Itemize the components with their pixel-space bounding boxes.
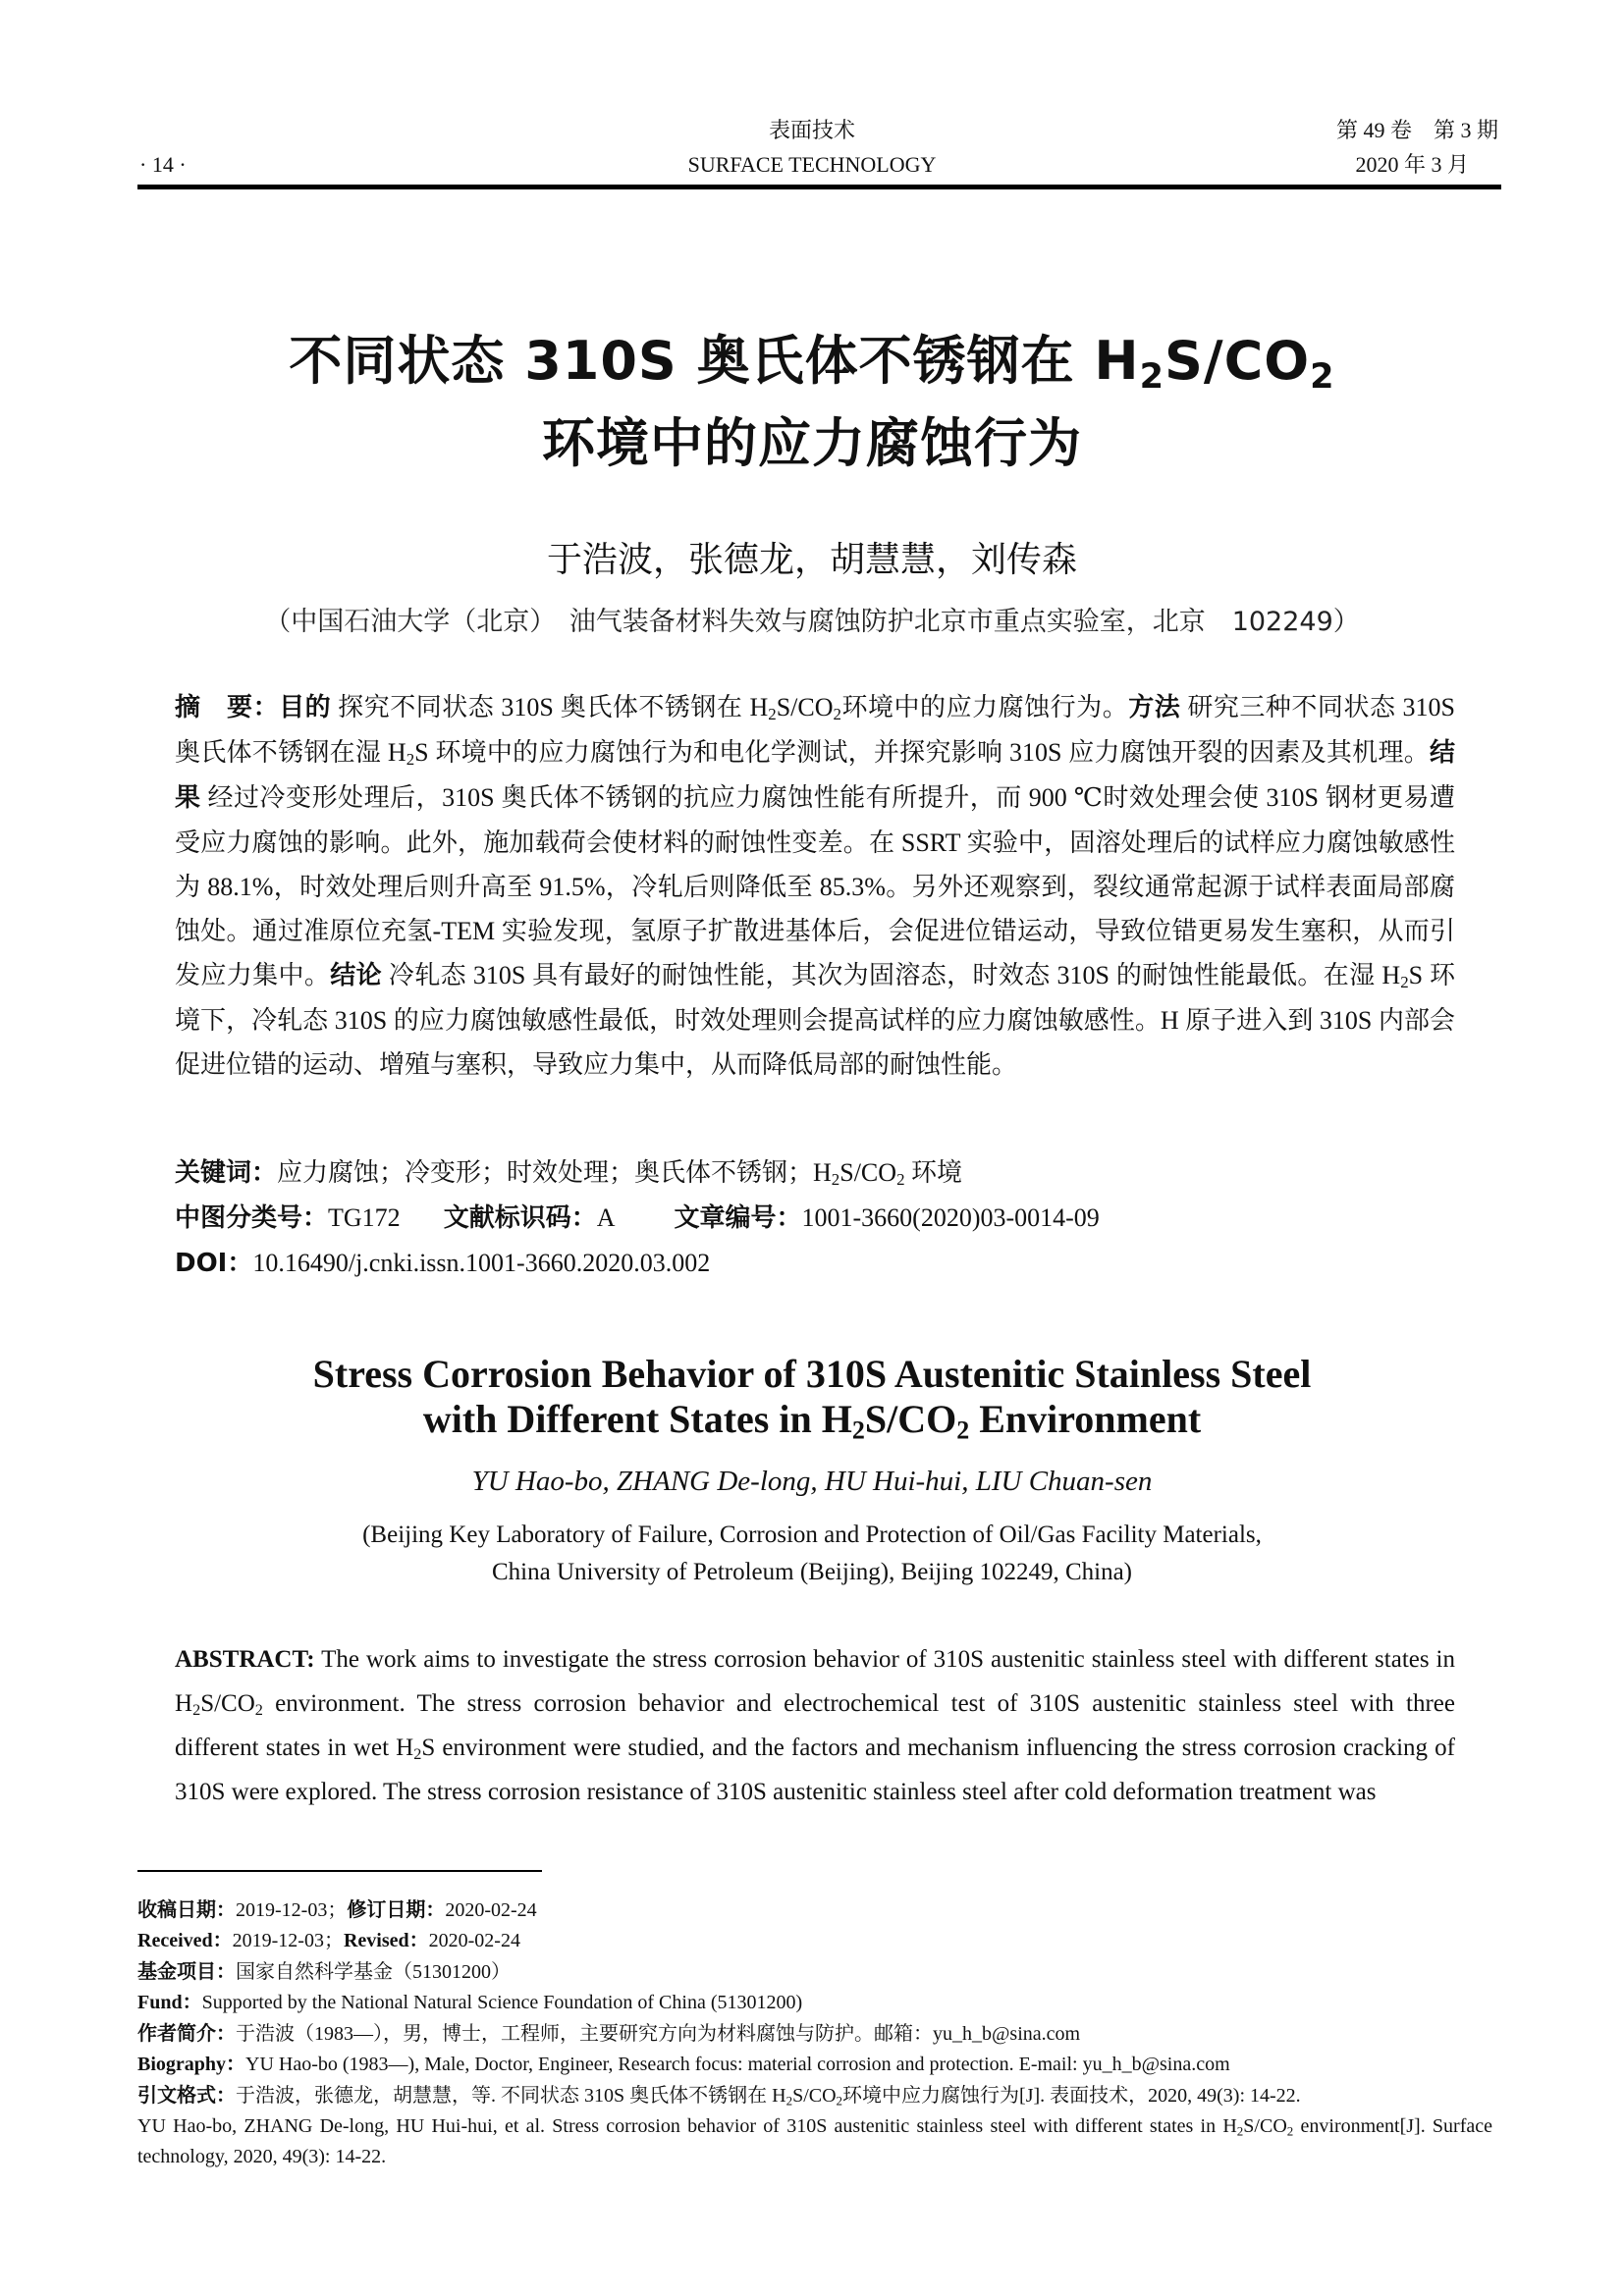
page-number: · 14 · (139, 152, 187, 177)
issue-date: 2020 年 3 月 (1355, 152, 1469, 177)
authors-cn: 于浩波，张德龙，胡慧慧，刘传森 (546, 540, 1077, 580)
authors-en: YU Hao-bo, ZHANG De-long, HU Hui-hui, LIU Chuan-sen (471, 1466, 1153, 1497)
doi: DOI：10.16490/j.cnki.issn.1001-3660.2020.03.002 (175, 1249, 711, 1278)
keywords: 关键词：应力腐蚀；冷变形；时效处理；奥氏体不锈钢；$H_2S/CO_2$ 环境 (175, 1158, 963, 1190)
footnote-rule (137, 1870, 542, 1872)
objective-label: 目的 (279, 693, 332, 722)
bio-cn: 作者简介：于浩波（1983—），男，博士，工程师，主要研究方向为材料腐蚀与防护。邮箱：yu_h_b@sina.com (137, 2021, 1081, 2045)
affiliation-en-line2: China University of Petroleum (Beijing), Beijing 102249, China) (491, 1559, 1132, 1585)
results-label: 结果 (175, 738, 1456, 813)
method-label: 方法 (1128, 693, 1181, 722)
abstract-en-label: ABSTRACT: (175, 1646, 315, 1673)
footnotes (137, 1895, 1492, 2172)
affiliation-cn: （中国石油大学（北京） 油气装备材料失效与腐蚀防护北京市重点实验室，北京 102249） (264, 607, 1360, 637)
abstract-cn-label: 摘 要： (175, 693, 280, 722)
classification: 中图分类号：TG172 文献标识码：A 文章编号：1001-3660(2020)03-0014-09 (175, 1203, 1100, 1233)
title-en-line2: with Different States in $H_2S/CO_2$ Environment (422, 1397, 1202, 1445)
cite-cn: 引文格式：于浩波，张德龙，胡慧慧，等. 不同状态 310S 奥氏体不锈钢在 $H_2S/CO_2$环境中应力腐蚀行为[J]. 表面技术，2020, 49(3): 14-22. (137, 2083, 1301, 2109)
cite-en: YU Hao-bo, ZHANG De-long, HU Hui-hui, et al. Stress corrosion behavior of 310S austenitic stainless steel with different states in $H_2S/CO_2$ environment[J]. Surface technology, 2020, 49(3): 14-22. (137, 2115, 1493, 2167)
abstract-cn: 摘 要：目的 探究不同状态 310S 奥氏体不锈钢在 $H_2S/CO_2$环境中的应力腐蚀行为。方法 研究三种不同状态 310S 奥氏体不锈钢在湿 $H_2S$ 环境中的应力腐蚀行为和电化学测试，并探究影响 310S 应力腐蚀开裂的因素及其机理。结果 经过冷变形处理后，310S 奥氏体不锈钢的抗应力腐蚀性能有所提升，而 900 ℃时效处理会使 310S 钢材更易遭受应力腐蚀的影响。此外，施加载荷会使材料的耐蚀性变差。在 SSRT 实验中，固溶处理后的试样应力腐蚀敏感性为 88.1%，时效处理后则升高至 91.5%，冷轧后则降低至 85.3%。另外还观察到，裂纹通常起源于试样表面局部腐蚀处。通过准原位充氢-TEM 实验发现，氢原子扩散进基体后，会促进位错运动，导致位错更易发生塞积，从而引发应力集中。结论 冷轧态 310S 具有最好的耐蚀性能，其次为固溶态，时效态 310S 的耐蚀性能最低。在湿 $H_2S$ 环境下，冷轧态 310S 的应力腐蚀敏感性最低，时效处理则会提高试样的应力腐蚀敏感性。H 原子进入到 310S 内部会促进位错的运动、增殖与塞积，导致应力集中，从而降低局部的耐蚀性能。 (175, 693, 1456, 1079)
article-meta (175, 1150, 1455, 1286)
conclusion-label: 结论 (330, 961, 382, 990)
journal-name-en: SURFACE TECHNOLOGY (687, 152, 937, 177)
received-cn: 收稿日期：2019-12-03；修订日期：2020-02-24 (137, 1897, 537, 1921)
abstract-en: ABSTRACT: The work aims to investigate the stress corrosion behavior of 310S austenitic stainless steel with different states in $H_2S/CO_2$ environment. The stress corrosion behavior and electrochemical test of 310S austenitic stainless steel with three different states in wet $H_2S$ environment were studied, and the factors and mechanism influencing the stress corrosion cracking of 310S were explored. The stress corrosion resistance of 310S austenitic stainless steel after cold deformation treatment was (175, 1646, 1455, 1805)
title-cn-line1: 不同状态 310S 奥氏体不锈钢在 $H_2S/CO_2$ (289, 330, 1335, 397)
affiliation-en-line1: (Beijing Key Laboratory of Failure, Corrosion and Protection of Oil/Gas Facility Materials, (362, 1522, 1262, 1548)
fund-cn: 基金项目：国家自然科学基金（51301200） (137, 1959, 511, 1983)
bio-en: Biography：YU Hao-bo (1983—), Male, Doctor, Engineer, Research focus: material corrosion and protection. E-mail: yu_h_b@sina.com (137, 2054, 1230, 2075)
journal-name-cn: 表面技术 (768, 118, 855, 142)
volume-issue: 第 49 卷 第 3 期 (1335, 118, 1498, 142)
title-en-line1: Stress Corrosion Behavior of 310S Austenitic Stainless Steel (312, 1352, 1312, 1396)
received-en: Received：2019-12-03；Revised：2020-02-24 (137, 1930, 520, 1951)
header-rule (137, 185, 1501, 189)
fund-en: Fund：Supported by the National Natural Science Foundation of China (51301200) (137, 1992, 803, 2013)
title-cn-line2: 环境中的应力腐蚀行为 (542, 412, 1082, 474)
